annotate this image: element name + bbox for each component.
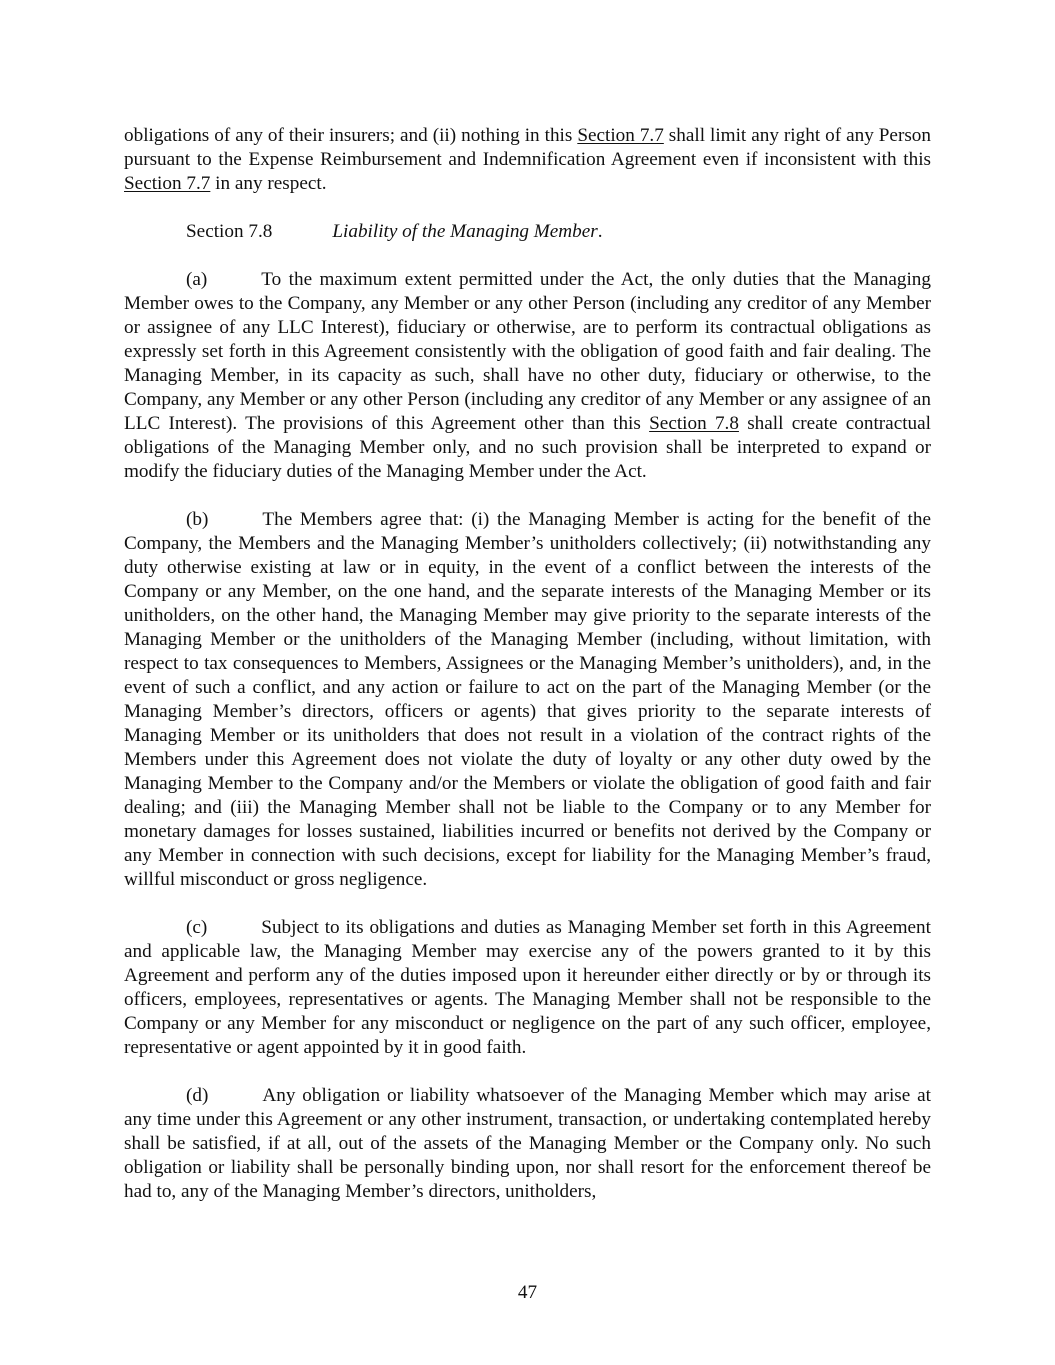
section-heading: Section 7.8 Liability of the Managing Member. (186, 221, 603, 242)
paragraph-text: The Members agree that: (i) the Managing Member is acting for the benefit of the Company, the Members and the Managing Member’s unitholders collectively; (ii) notwithstanding any duty otherwise existing at law or in equity, in the event of a conflict between the interests of the Company or any Member, on the one hand, and the separate interests of the Managing Member or its unitholders, on the other hand, the Managing Member may give priority to the separate interests of the Managing Member or the unitholders of the Managing Member (including, without limitation, with respect to tax consequences to Members, Assignees or the Managing Member’s unitholders), and, in the event of such a conflict, and any action or failure to act on the part of the Managing Member (or the Managing Member’s directors, officers or agents) that gives priority to the separate interests of Managing Member or its unitholders that does not result in a violation of the contract rights of the Members under this Agreement does not violate the duty of loyalty or any other duty owed by the Managing Member to the Company and/or the Members or violate the obligation of good faith and fair dealing; and (iii) the Managing Member shall not be liable to the Company or to any Member for monetary damages for losses sustained, liabilities incurred or benefits not derived by the Company or any Member in connection with such decisions, except for liability for the Managing Member’s fraud, willful misconduct or gross negligence. (124, 509, 931, 890)
section-title: Liability of the Managing Member (332, 221, 598, 242)
paragraph-label: (d) (186, 1085, 209, 1106)
paragraph-text: Any obligation or liability whatsoever of the Managing Member which may arise at any time under this Agreement or any other instrument, transaction, or undertaking contemplated hereby shall be satisfied, if at all, out of the assets of the Managing Member or the Company only. No such obligation or liability shall be personally binding upon, nor shall resort for the enforcement thereof be had to, any of the Managing Member’s directors, unitholders, (124, 1085, 931, 1202)
intro-text: in any respect. (210, 173, 327, 194)
paragraph-a (124, 268, 931, 484)
page-number: 47 (517, 1282, 538, 1303)
paragraph-label: (a) (186, 269, 208, 290)
paragraph-text: To the maximum extent permitted under the Act, the only duties that the Managing Member owes to the Company, any Member or any other Person (including any creditor of any Member or assignee of any LLC Interest), fiduciary or otherwise, are to perform its contractual obligations as expressly set forth in this Agreement consistently with the obligation of good faith and fair dealing. The Managing Member, in its capacity as such, shall have no other duty, fiduciary or otherwise, to the Company, any Member or any other Person (including any creditor of any Member or any assignee of an LLC Interest). The provisions of this Agreement other than this (124, 269, 931, 434)
paragraph-b (124, 508, 931, 892)
paragraph-c (124, 916, 931, 1060)
paragraph-label: (b) (186, 509, 209, 530)
paragraph-text: shall create contractual obligations of the Managing Member only, and no such provision shall be interpreted to expand or modify the fiduciary duties of the Managing Member under the Act. (124, 413, 931, 482)
intro-text: shall limit any right of any Person pursuant to the Expense Reimbursement and Indemnification Agreement even if inconsistent with this (124, 125, 931, 170)
intro-paragraph (124, 124, 931, 196)
paragraph-label: (c) (186, 917, 208, 938)
document-page (124, 124, 931, 1228)
paragraph-d (124, 1084, 931, 1204)
section-reference-link: Section 7.7 (577, 125, 664, 146)
paragraph-text: Subject to its obligations and duties as Managing Member set forth in this Agreement and applicable law, the Managing Member may exercise any of the powers granted to it by this Agreement and perform any of the duties imposed upon it hereunder either directly or by or through its officers, employees, representatives or agents. The Managing Member shall not be responsible to the Company or any Member for any misconduct or negligence on the part of any such officer, employee, representative or agent appointed by it in good faith. (124, 917, 931, 1058)
section-reference-link: Section 7.8 (649, 413, 739, 434)
section-reference-link: Section 7.7 (124, 173, 211, 194)
intro-text: obligations of any of their insurers; and (ii) nothing in this (124, 125, 578, 146)
section-number: Section 7.8 (186, 221, 273, 242)
